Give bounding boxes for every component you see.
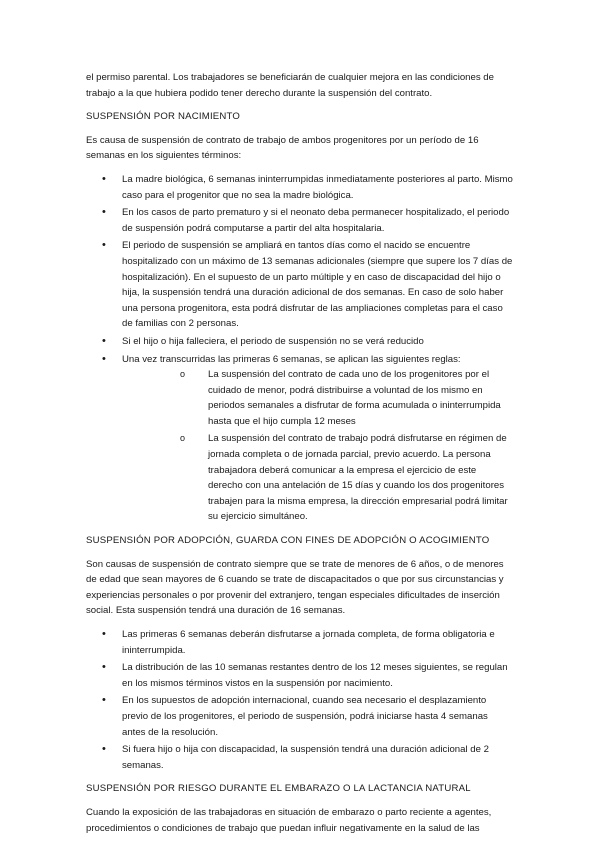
sub-list-item: o La suspensión del contrato de trabajo podrá disfrutarse en régimen de jornada completa o de jornada parcial, previo acuerdo. La persona trabajadora deberá comunicar a la empresa el ejercicio de este derecho con una antelación de 15 días y cuando los dos progenitores trabajen para la misma empresa, la dirección empresarial podrá limitar su ejercicio simultáneo.: [122, 431, 513, 525]
bullet-list-adopcion: [86, 627, 513, 773]
section-heading-riesgo: SUSPENSIÓN POR RIESGO DURANTE EL EMBARAZO O LA LACTANCIA NATURAL: [86, 783, 471, 795]
list-item: • Las primeras 6 semanas deberán disfrutarse a jornada completa, de forma obligatoria e ininterrumpida.: [86, 627, 513, 658]
section-body-nacimiento: Es causa de suspensión de contrato de trabajo de ambos progenitores por un período de 16 semanas en los siguientes términos:: [86, 134, 479, 162]
sub-bullet-list: [122, 367, 513, 525]
section-heading-nacimiento: SUSPENSIÓN POR NACIMIENTO: [86, 111, 241, 123]
list-item: • El periodo de suspensión se ampliará en tantos días como el nacido se encuentre hospitalizado con un máximo de 13 semanas adicionales (siempre que supere los 7 días de hospitalización). En el supuesto de un parto múltiple y en caso de discapacidad del hijo o hija, la suspensión tendrá una duración adicional de dos semanas. En caso de solo haber una persona progenitora, esta podrá disfrutar de las ampliaciones completas para el caso de familias con 2 personas.: [86, 238, 513, 332]
list-item: [86, 352, 513, 526]
list-item: • La madre biológica, 6 semanas ininterrumpidas inmediatamente posteriores al parto. Mismo caso para el progenitor que no sea la madre biológica.: [86, 172, 513, 203]
list-item: • En los supuestos de adopción internacional, cuando sea necesario el desplazamiento previo de los progenitores, el periodo de suspensión, podrá iniciarse hasta 4 semanas antes de la resolución.: [86, 693, 513, 740]
intro-paragraph: el permiso parental. Los trabajadores se beneficiarán de cualquier mejora en las condiciones de trabajo a la que hubiera podido tener derecho durante la suspensión del contrato.: [86, 72, 494, 99]
bullet-list-nacimiento: [86, 172, 513, 525]
sub-list-item: o La suspensión del contrato de cada uno de los progenitores por el cuidado de menor, podrá distribuirse a voluntad de los mismo en periodos semanales a disfrutar de forma acumulada o ininterrumpida hasta que el hijo cumpla 12 meses: [122, 367, 513, 429]
section-heading-adopcion: SUSPENSIÓN POR ADOPCIÓN, GUARDA CON FINES DE ADOPCIÓN O ACOGIMIENTO: [86, 535, 490, 547]
list-item: • Si fuera hijo o hija con discapacidad, la suspensión tendrá una duración adicional de 2 semanas.: [86, 742, 513, 773]
list-item: • Si el hijo o hija falleciera, el periodo de suspensión no se verá reducido: [86, 334, 513, 350]
list-item: • En los casos de parto prematuro y si el neonato deba permanecer hospitalizado, el periodo de suspensión podrá computarse a partir del alta hospitalaria.: [86, 205, 513, 236]
list-item-text: Una vez transcurridas las primeras 6 semanas, se aplican las siguientes reglas:: [122, 353, 461, 365]
section-body-adopcion: Son causas de suspensión de contrato siempre que se trate de menores de 6 años, o de menores de edad que sean mayores de 6 cuando se trate de discapacitados o que por sus circunstancias y experiencias personales o por provenir del extranjero, tengan especiales dificultades de inserción social. Esta suspensión tendrá una duración de 16 semanas.: [86, 558, 504, 617]
section-body-riesgo: Cuando la exposición de las trabajadoras en situación de embarazo o parto reciente a agentes, procedimientos o condiciones de trabajo que puedan influir negativamente en la salud de las: [86, 806, 492, 834]
list-item: • La distribución de las 10 semanas restantes dentro de los 12 meses siguientes, se regulan en los mismos términos vistos en la suspensión por nacimiento.: [86, 660, 513, 691]
